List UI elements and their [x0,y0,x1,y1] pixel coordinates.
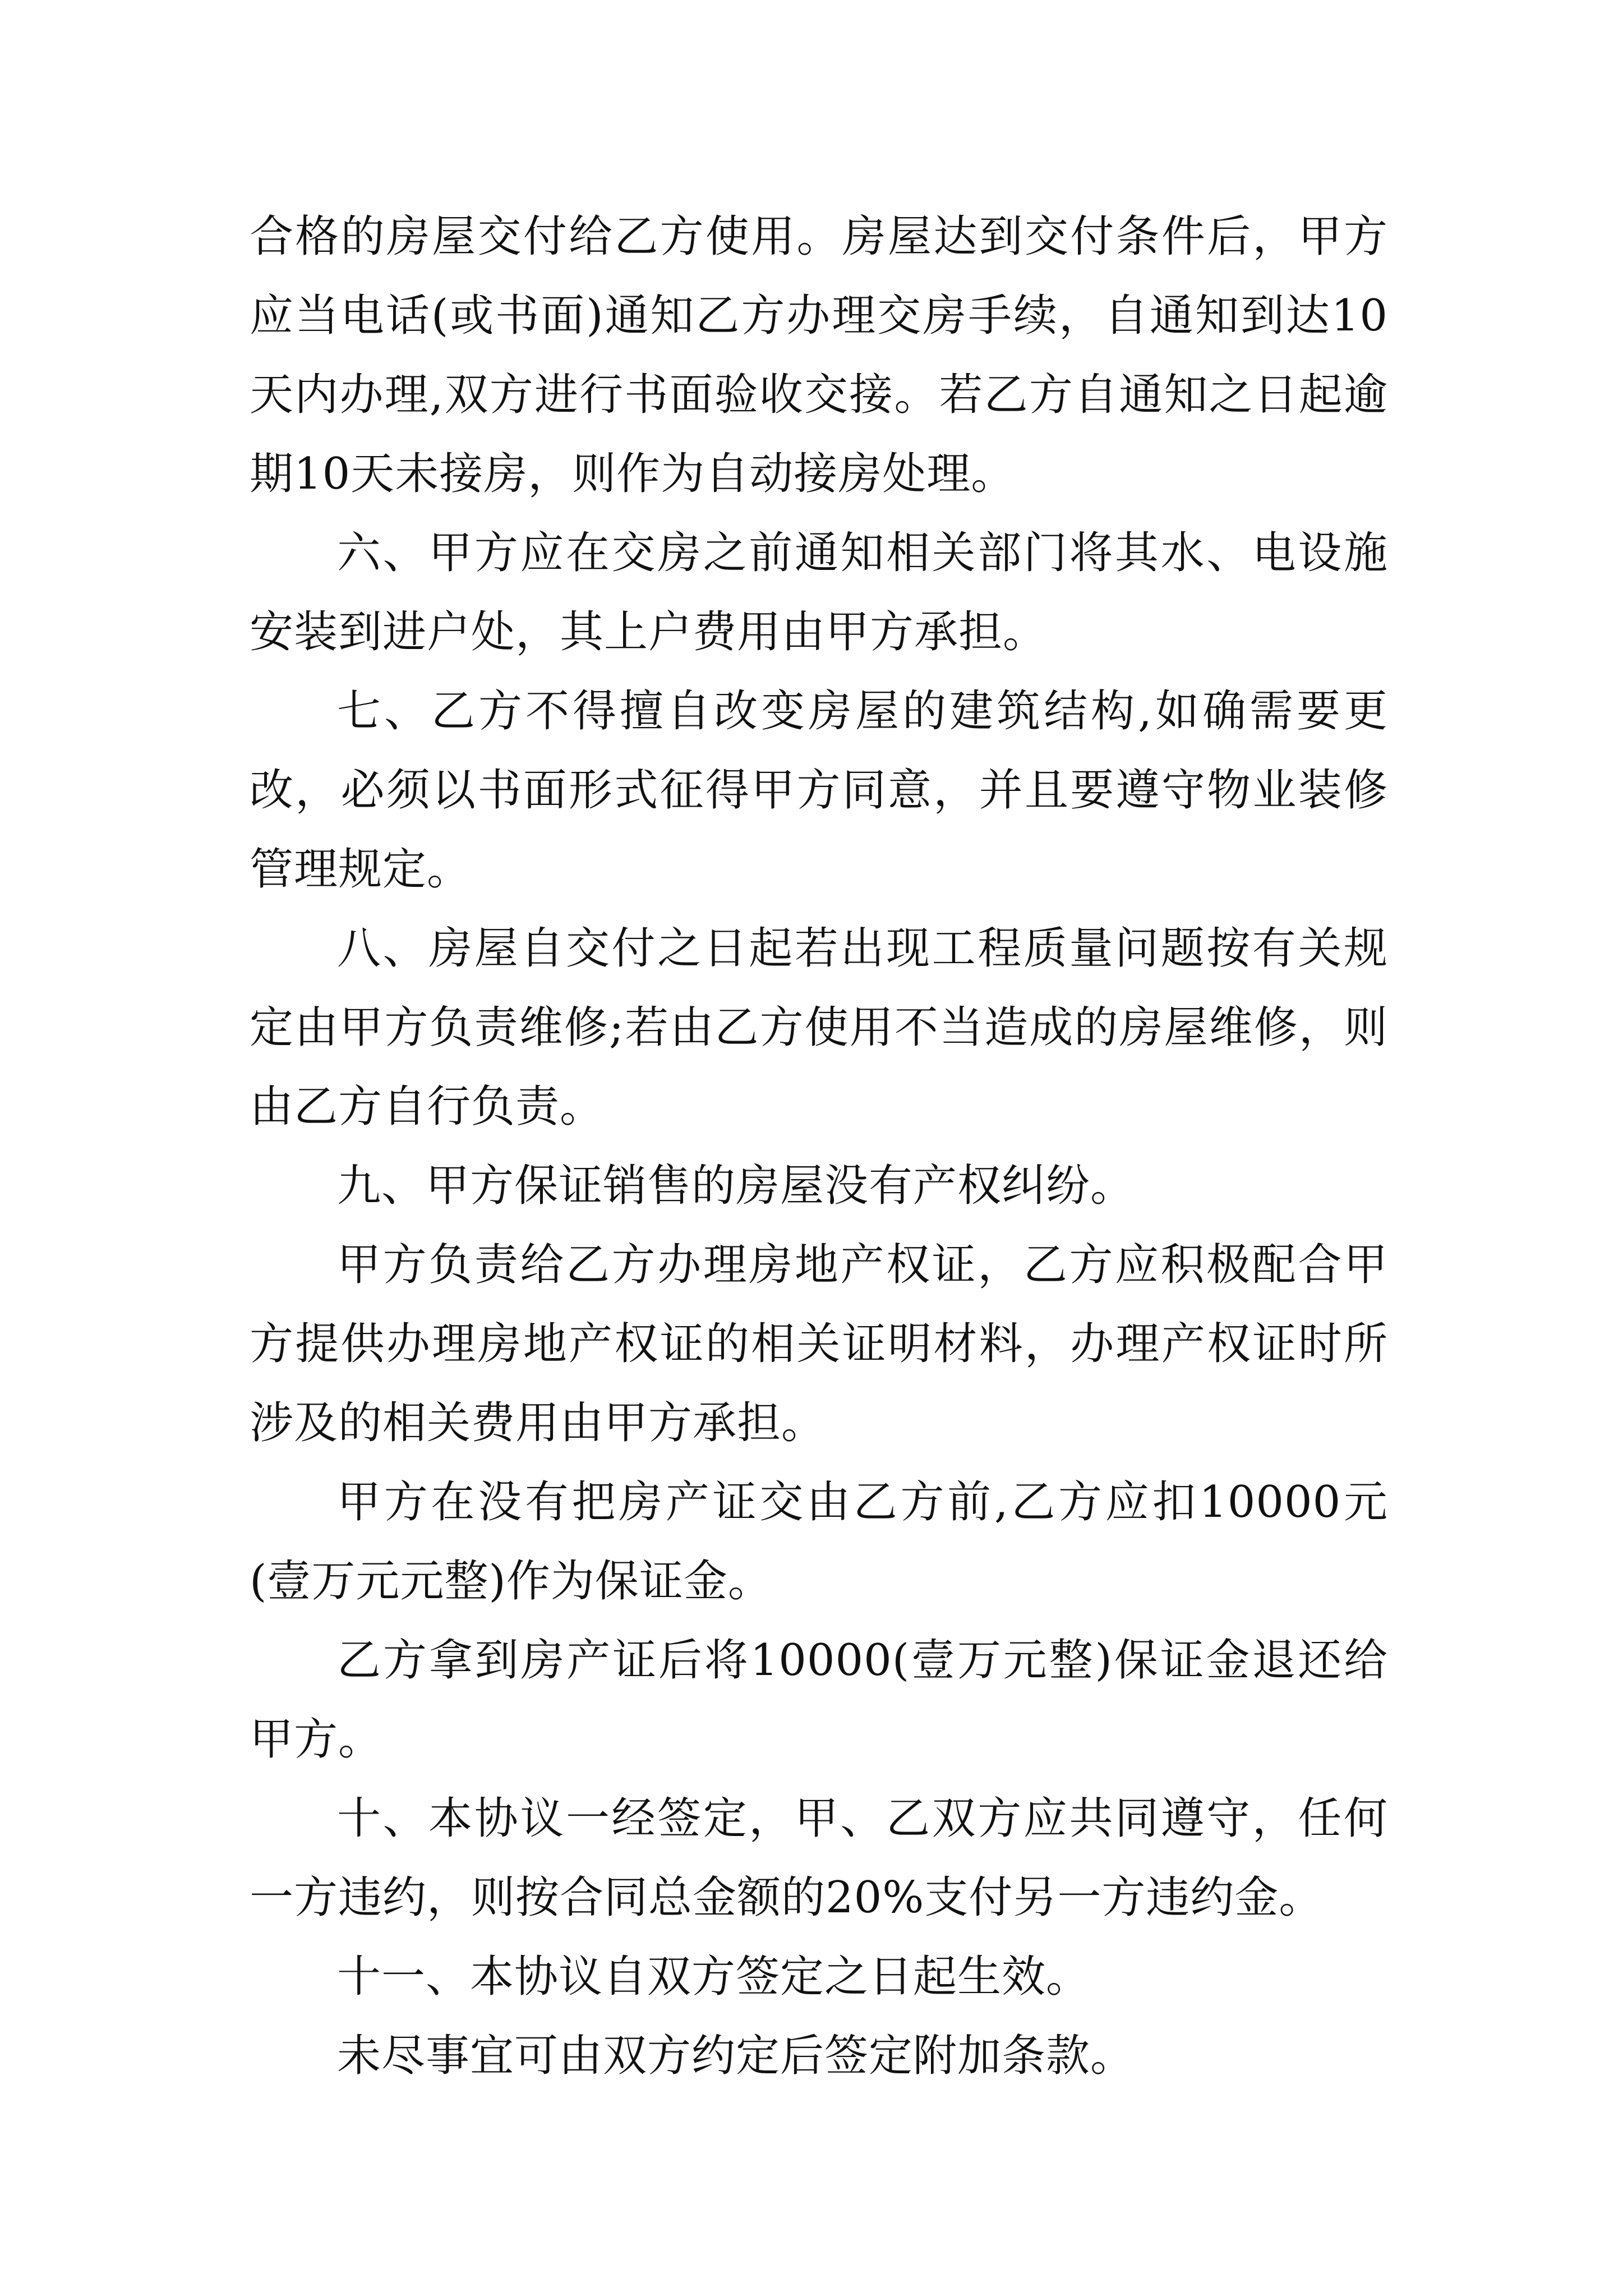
paragraph-clause-11: 十一、本协议自双方签定之日起生效。 [337,1952,1091,2002]
paragraph-deposit-refund: 乙方拿到房产证后将10000(壹万元整)保证金退还给甲方。 [250,1635,1388,1765]
paragraph-supplementary-terms: 未尽事宜可由双方约定后签定附加条款。 [337,2031,1135,2081]
paragraph-property-certificate: 甲方负责给乙方办理房地产权证，乙方应积极配合甲方提供办理房地产权证的相关证明材料，办理产权证时所涉及的相关费用由甲方承担。 [250,1240,1388,1448]
paragraph-clause-6: 六、甲方应在交房之前通知相关部门将其水、电设施安装到进户处，其上户费用由甲方承担。 [250,528,1388,657]
paragraph-clause-10: 十、本协议一经签定，甲、乙双方应共同遵守，任何一方违约，则按合同总金额的20%支付另一方违约金。 [250,1793,1388,1923]
paragraph-deposit: 甲方在没有把房产证交由乙方前,乙方应扣10000元(壹万元元整)作为保证金。 [250,1477,1388,1607]
paragraph-clause-7: 七、乙方不得擅自改变房屋的建筑结构,如确需要更改，必须以书面形式征得甲方同意，并且要遵守物业装修管理规定。 [250,686,1388,895]
paragraph-clause-9: 九、甲方保证销售的房屋没有产权纠纷。 [337,1161,1135,1211]
document-body [250,197,1388,2096]
paragraph-clause-8: 八、房屋自交付之日起若出现工程质量问题按有关规定由甲方负责维修;若由乙方使用不当造成的房屋维修，则由乙方自行负责。 [250,923,1388,1132]
paragraph-delivery-continued: 合格的房屋交付给乙方使用。房屋达到交付条件后，甲方应当电话(或书面)通知乙方办理交房手续，自通知到达10天内办理,双方进行书面验收交接。若乙方自通知之日起逾期10天未接房，则作为自动接房处理。 [250,211,1388,499]
